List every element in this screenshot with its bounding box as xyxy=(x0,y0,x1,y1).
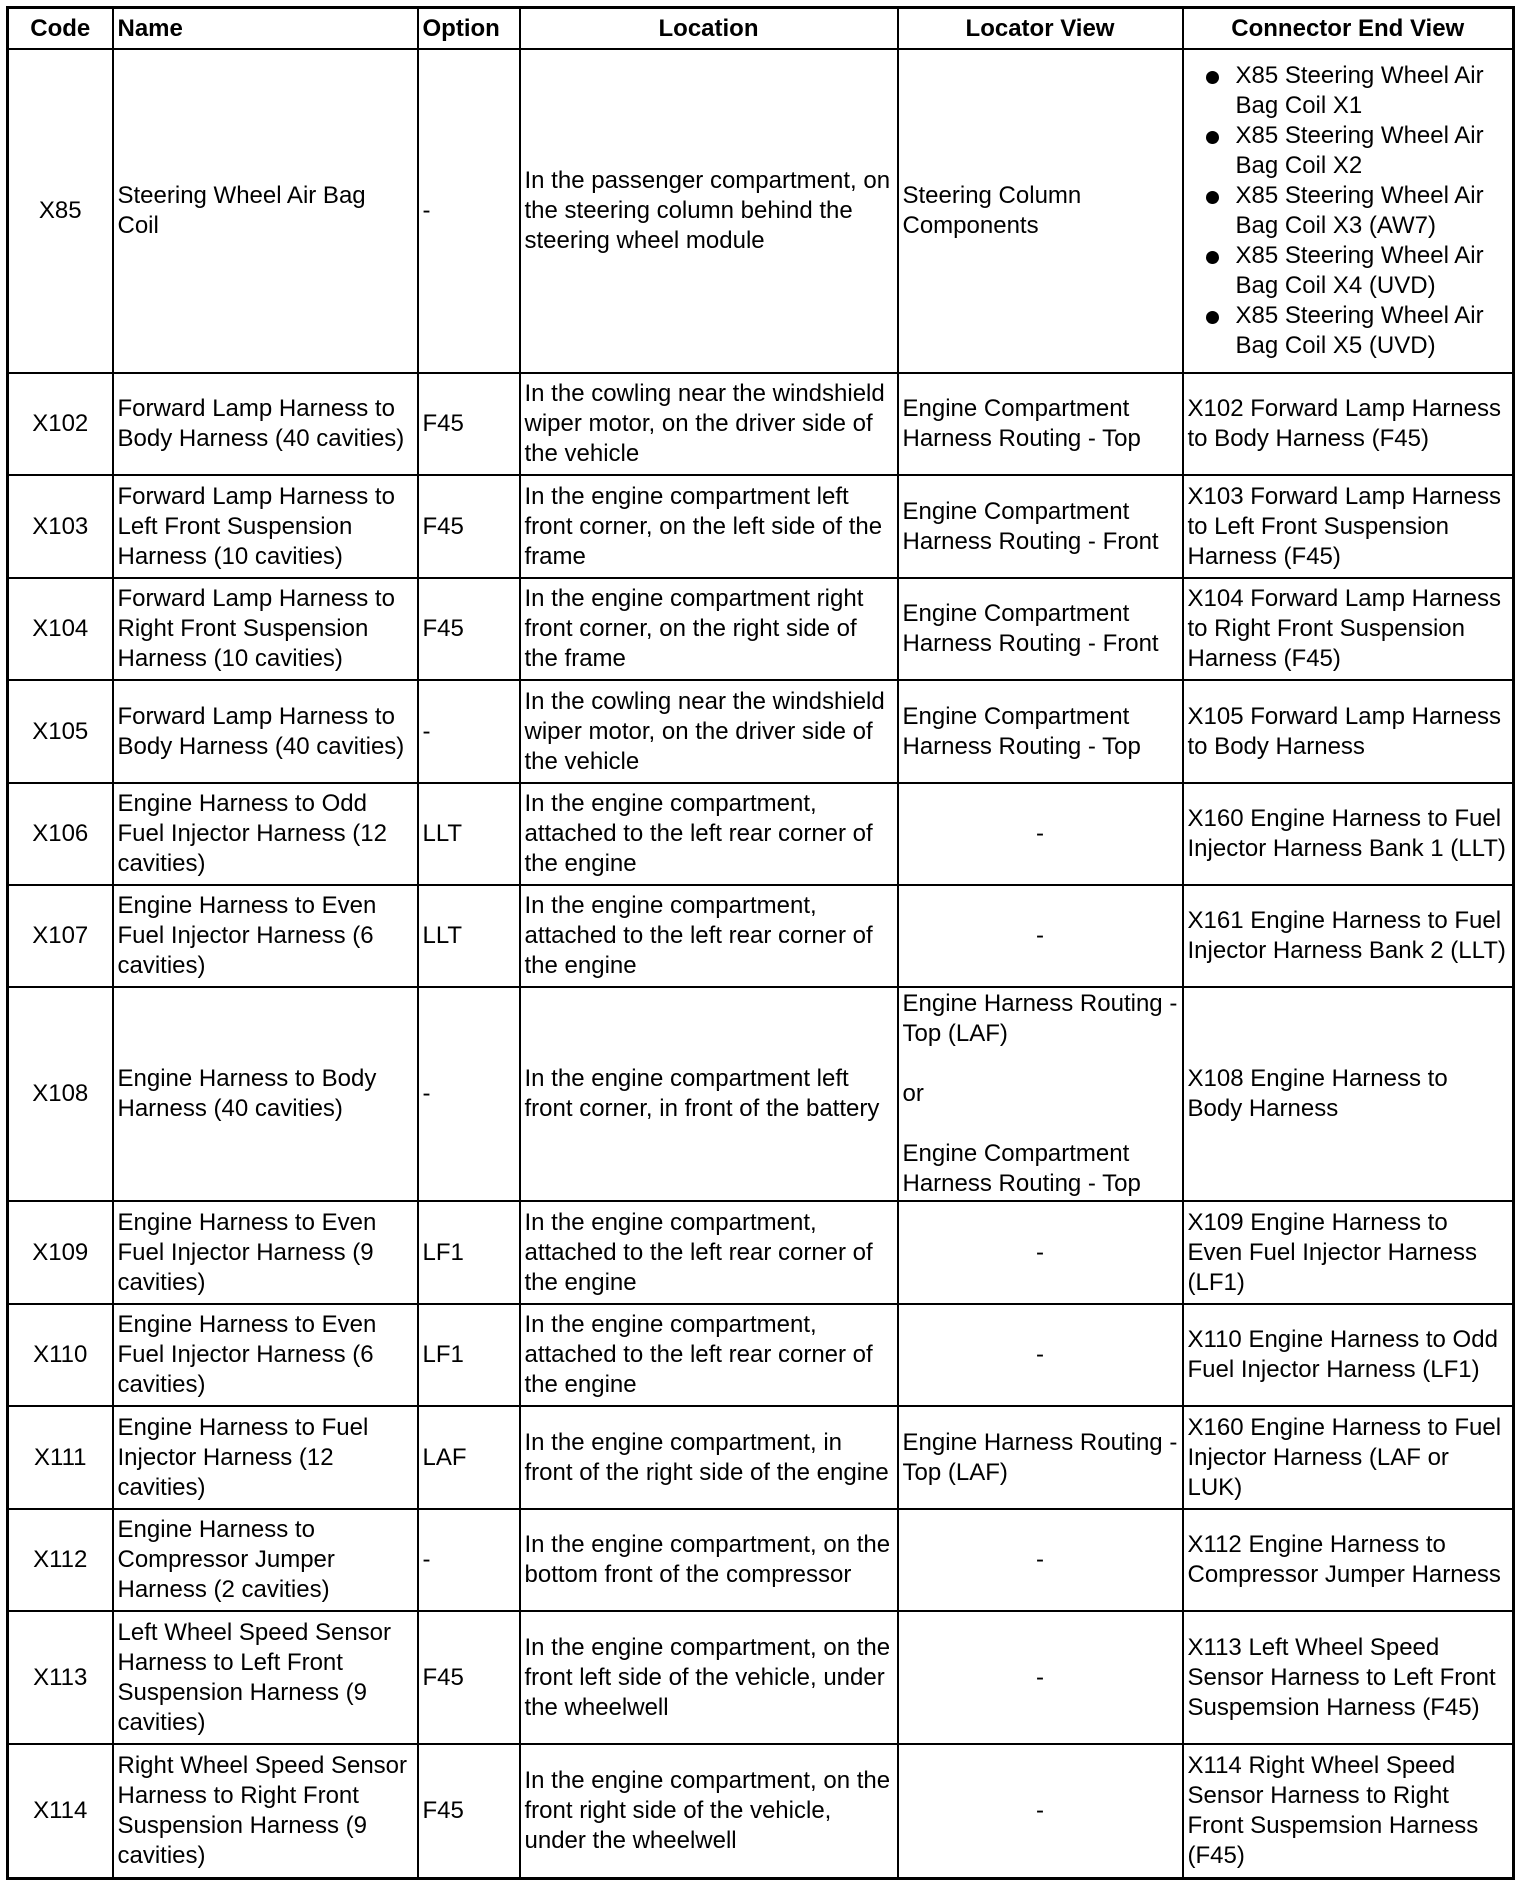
cell-option: F45 xyxy=(418,373,520,475)
cell-locator-view: - xyxy=(898,1744,1183,1878)
cell-location: In the engine compartment, attached to the left rear corner of the engine xyxy=(520,783,898,885)
cell-connector-end-view: X110 Engine Harness to Odd Fuel Injector Harness (LF1) xyxy=(1183,1304,1514,1406)
cell-code: X109 xyxy=(8,1201,113,1304)
cell-name: Engine Harness to Body Harness (40 cavities) xyxy=(113,987,418,1201)
cell-locator-view: - xyxy=(898,1509,1183,1611)
connector-list xyxy=(1188,61,1509,361)
cell-locator-view: Engine Compartment Harness Routing - Front xyxy=(898,578,1183,680)
cell-connector-end-view: X160 Engine Harness to Fuel Injector Harness (LAF or LUK) xyxy=(1183,1406,1514,1509)
cell-locator-view: - xyxy=(898,783,1183,885)
cell-option: F45 xyxy=(418,578,520,680)
table-row xyxy=(8,1611,1514,1744)
header-locator-view: Locator View xyxy=(898,8,1183,50)
cell-location: In the engine compartment, attached to the left rear corner of the engine xyxy=(520,885,898,987)
cell-name: Left Wheel Speed Sensor Harness to Left Front Suspension Harness (9 cavities) xyxy=(113,1611,418,1744)
header-code: Code xyxy=(8,8,113,50)
cell-code: X106 xyxy=(8,783,113,885)
table-row xyxy=(8,680,1514,783)
table-row xyxy=(8,49,1514,373)
connector-list-item: X85 Steering Wheel Air Bag Coil X5 (UVD) xyxy=(1236,301,1509,361)
cell-code: X108 xyxy=(8,987,113,1201)
table-row xyxy=(8,578,1514,680)
table-row xyxy=(8,1509,1514,1611)
cell-name: Forward Lamp Harness to Body Harness (40 cavities) xyxy=(113,373,418,475)
cell-connector-end-view: X161 Engine Harness to Fuel Injector Harness Bank 2 (LLT) xyxy=(1183,885,1514,987)
connector-list-item: X85 Steering Wheel Air Bag Coil X1 xyxy=(1236,61,1509,121)
cell-code: X85 xyxy=(8,49,113,373)
cell-name: Engine Harness to Odd Fuel Injector Harness (12 cavities) xyxy=(113,783,418,885)
cell-locator-view: Engine Compartment Harness Routing - Top xyxy=(898,373,1183,475)
cell-name: Steering Wheel Air Bag Coil xyxy=(113,49,418,373)
cell-locator-view: - xyxy=(898,885,1183,987)
table-row xyxy=(8,1304,1514,1406)
cell-code: X103 xyxy=(8,475,113,578)
header-location: Location xyxy=(520,8,898,50)
cell-name: Forward Lamp Harness to Body Harness (40 cavities) xyxy=(113,680,418,783)
cell-code: X114 xyxy=(8,1744,113,1878)
cell-locator-view: Steering Column Components xyxy=(898,49,1183,373)
cell-option: LLT xyxy=(418,783,520,885)
header-connector-end-view: Connector End View xyxy=(1183,8,1514,50)
cell-connector-end-view: X109 Engine Harness to Even Fuel Injector Harness (LF1) xyxy=(1183,1201,1514,1304)
connector-list-item: X85 Steering Wheel Air Bag Coil X2 xyxy=(1236,121,1509,181)
cell-code: X113 xyxy=(8,1611,113,1744)
table-row xyxy=(8,783,1514,885)
cell-option: - xyxy=(418,1509,520,1611)
cell-locator-view: Engine Harness Routing - Top (LAF) or Engine Compartment Harness Routing - Top xyxy=(898,987,1183,1201)
cell-location: In the engine compartment, attached to the left rear corner of the engine xyxy=(520,1201,898,1304)
cell-code: X105 xyxy=(8,680,113,783)
cell-location: In the engine compartment, on the front left side of the vehicle, under the wheelwell xyxy=(520,1611,898,1744)
table-row xyxy=(8,373,1514,475)
cell-option: LF1 xyxy=(418,1304,520,1406)
cell-locator-view: Engine Compartment Harness Routing - Front xyxy=(898,475,1183,578)
table-row xyxy=(8,475,1514,578)
cell-option: F45 xyxy=(418,1611,520,1744)
cell-location: In the engine compartment, in front of the right side of the engine xyxy=(520,1406,898,1509)
cell-connector-end-view: X114 Right Wheel Speed Sensor Harness to Right Front Suspemsion Harness (F45) xyxy=(1183,1744,1514,1878)
connector-list-item: X85 Steering Wheel Air Bag Coil X4 (UVD) xyxy=(1236,241,1509,301)
cell-connector-end-view: X103 Forward Lamp Harness to Left Front Suspension Harness (F45) xyxy=(1183,475,1514,578)
cell-connector-end-view: X105 Forward Lamp Harness to Body Harness xyxy=(1183,680,1514,783)
cell-code: X107 xyxy=(8,885,113,987)
cell-code: X110 xyxy=(8,1304,113,1406)
cell-option: - xyxy=(418,680,520,783)
connector-list-item: X85 Steering Wheel Air Bag Coil X3 (AW7) xyxy=(1236,181,1509,241)
cell-connector-end-view xyxy=(1183,49,1514,373)
cell-connector-end-view: X113 Left Wheel Speed Sensor Harness to Left Front Suspemsion Harness (F45) xyxy=(1183,1611,1514,1744)
cell-connector-end-view: X104 Forward Lamp Harness to Right Front Suspension Harness (F45) xyxy=(1183,578,1514,680)
cell-option: LAF xyxy=(418,1406,520,1509)
cell-location: In the engine compartment right front corner, on the right side of the frame xyxy=(520,578,898,680)
cell-location: In the engine compartment left front corner, in front of the battery xyxy=(520,987,898,1201)
cell-option: - xyxy=(418,987,520,1201)
cell-connector-end-view: X102 Forward Lamp Harness to Body Harness (F45) xyxy=(1183,373,1514,475)
cell-option: F45 xyxy=(418,1744,520,1878)
cell-locator-view: Engine Compartment Harness Routing - Top xyxy=(898,680,1183,783)
cell-name: Engine Harness to Compressor Jumper Harness (2 cavities) xyxy=(113,1509,418,1611)
cell-location: In the engine compartment, on the front right side of the vehicle, under the wheelwell xyxy=(520,1744,898,1878)
cell-name: Engine Harness to Even Fuel Injector Harness (6 cavities) xyxy=(113,1304,418,1406)
header-option: Option xyxy=(418,8,520,50)
connector-table xyxy=(6,6,1515,1880)
header-name: Name xyxy=(113,8,418,50)
cell-connector-end-view: X108 Engine Harness to Body Harness xyxy=(1183,987,1514,1201)
table-row xyxy=(8,1201,1514,1304)
table-row xyxy=(8,1744,1514,1878)
table-row xyxy=(8,1406,1514,1509)
cell-locator-view: - xyxy=(898,1304,1183,1406)
cell-location: In the engine compartment, attached to the left rear corner of the engine xyxy=(520,1304,898,1406)
cell-name: Engine Harness to Even Fuel Injector Harness (9 cavities) xyxy=(113,1201,418,1304)
cell-code: X112 xyxy=(8,1509,113,1611)
cell-connector-end-view: X160 Engine Harness to Fuel Injector Harness Bank 1 (LLT) xyxy=(1183,783,1514,885)
cell-code: X111 xyxy=(8,1406,113,1509)
cell-option: F45 xyxy=(418,475,520,578)
cell-location: In the cowling near the windshield wiper motor, on the driver side of the vehicle xyxy=(520,373,898,475)
cell-connector-end-view: X112 Engine Harness to Compressor Jumper Harness xyxy=(1183,1509,1514,1611)
cell-code: X102 xyxy=(8,373,113,475)
cell-name: Engine Harness to Fuel Injector Harness (12 cavities) xyxy=(113,1406,418,1509)
cell-location: In the engine compartment, on the bottom front of the compressor xyxy=(520,1509,898,1611)
cell-option: LLT xyxy=(418,885,520,987)
cell-name: Engine Harness to Even Fuel Injector Harness (6 cavities) xyxy=(113,885,418,987)
table-row xyxy=(8,885,1514,987)
header-row xyxy=(8,8,1514,50)
cell-locator-view: - xyxy=(898,1611,1183,1744)
cell-option: - xyxy=(418,49,520,373)
cell-code: X104 xyxy=(8,578,113,680)
cell-locator-view: Engine Harness Routing - Top (LAF) xyxy=(898,1406,1183,1509)
cell-name: Forward Lamp Harness to Left Front Suspension Harness (10 cavities) xyxy=(113,475,418,578)
cell-name: Right Wheel Speed Sensor Harness to Right Front Suspension Harness (9 cavities) xyxy=(113,1744,418,1878)
table-row xyxy=(8,987,1514,1201)
cell-location: In the engine compartment left front corner, on the left side of the frame xyxy=(520,475,898,578)
cell-option: LF1 xyxy=(418,1201,520,1304)
cell-locator-view: - xyxy=(898,1201,1183,1304)
cell-name: Forward Lamp Harness to Right Front Suspension Harness (10 cavities) xyxy=(113,578,418,680)
cell-location: In the passenger compartment, on the steering column behind the steering wheel module xyxy=(520,49,898,373)
cell-location: In the cowling near the windshield wiper motor, on the driver side of the vehicle xyxy=(520,680,898,783)
